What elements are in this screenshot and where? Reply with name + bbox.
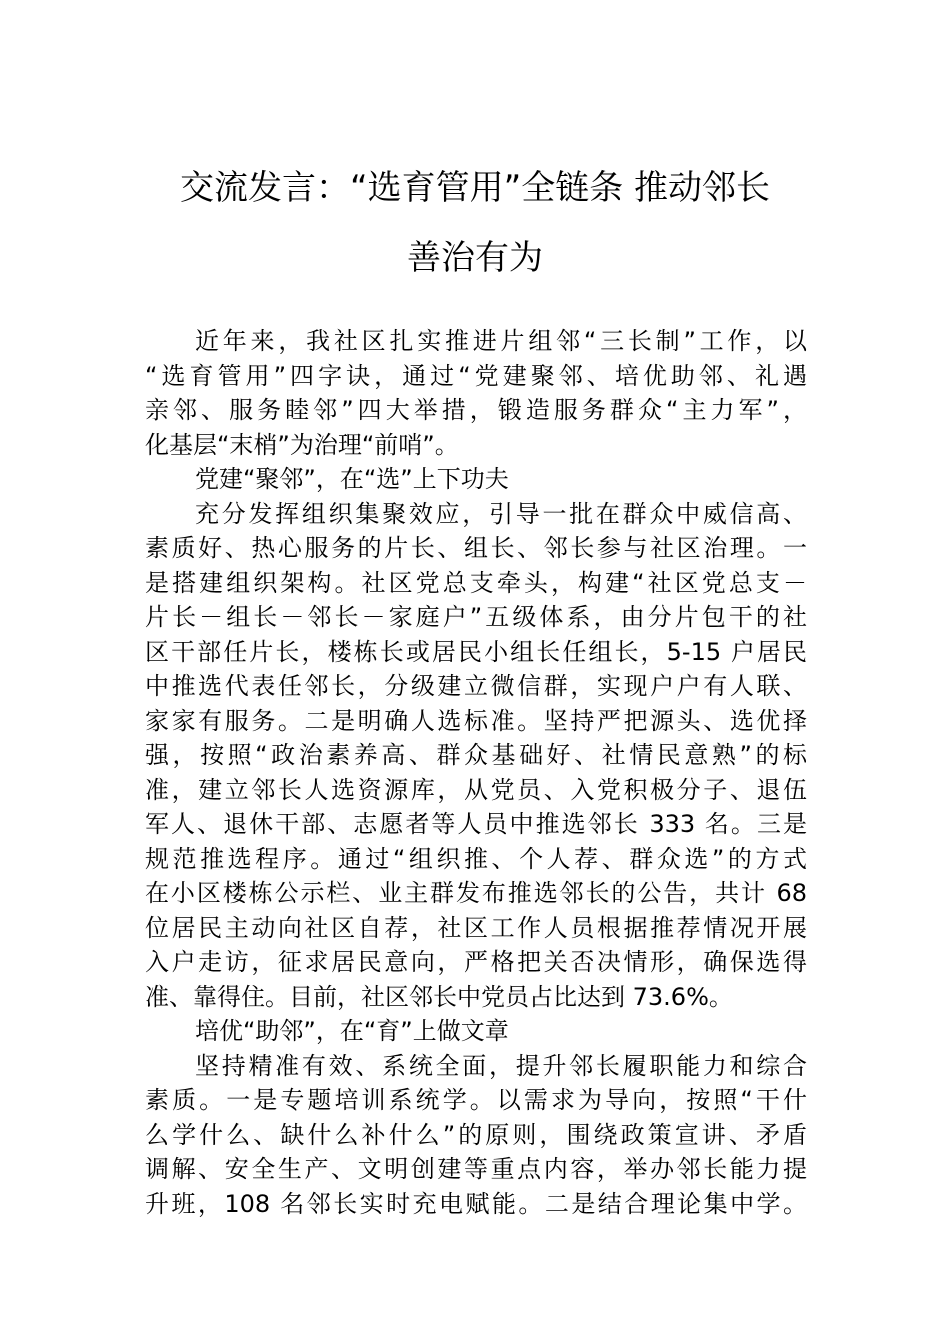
body-text-line: 升班，108 名邻长实时充电赋能。二是结合理论集中学。	[145, 1189, 807, 1218]
body-text-line: 么学什么、缺什么补什么”的原则，围绕政策宣讲、矛盾	[145, 1120, 807, 1149]
body-text-line: 党建“聚邻”，在“选”上下功夫	[195, 465, 509, 493]
document-body	[145, 324, 807, 1221]
body-text-line: 规范推选程序。通过“组织推、个人荐、群众选”的方式	[145, 844, 807, 873]
body-text-line: 素质好、热心服务的片长、组长、邻长参与社区治理。一	[145, 534, 807, 562]
body-text-line: 化基层“末梢”为治理“前哨”。	[145, 430, 459, 459]
body-text-line: 坚持精准有效、系统全面，提升邻长履职能力和综合	[195, 1051, 807, 1080]
body-text-line: 培优“助邻”，在“育”上做文章	[195, 1017, 509, 1045]
body-text-line: 军人、退休干部、志愿者等人员中推选邻长 333 名。三是	[145, 810, 807, 838]
body-text-line: “选育管用”四字诀，通过“党建聚邻、培优助邻、礼遇	[145, 361, 807, 390]
body-text-line: 亲邻、服务睦邻”四大举措，锻造服务群众“主力军”，	[145, 396, 807, 424]
body-text-line: 准、靠得住。目前，社区邻长中党员占比达到 73.6%。	[145, 982, 733, 1011]
body-text-line: 是搭建组织架构。社区党总支牵头，构建“社区党总支－	[145, 568, 807, 597]
body-text-line: 入户走访，征求居民意向，严格把关否决情形，确保选得	[145, 948, 807, 976]
body-text-line: 近年来，我社区扎实推进片组邻“三长制”工作，以	[195, 327, 807, 355]
body-text-line: 中推选代表任邻长，分级建立微信群，实现户户有人联、	[145, 672, 807, 700]
document-title-line-1: 交流发言：“选育管用”全链条 推动邻长	[179, 168, 771, 208]
body-text-line: 片长－组长－邻长－家庭户”五级体系，由分片包干的社	[145, 603, 807, 631]
body-text-line: 位居民主动向社区自荐，社区工作人员根据推荐情况开展	[145, 913, 807, 942]
body-text-line: 家家有服务。二是明确人选标准。坚持严把源头、选优择	[145, 706, 807, 735]
document-title-line-2: 善治有为	[407, 238, 543, 278]
body-text-line: 在小区楼栋公示栏、业主群发布推选邻长的公告，共计 68	[145, 879, 807, 907]
body-text-line: 充分发挥组织集聚效应，引导一批在群众中威信高、	[195, 499, 807, 528]
body-text-line: 调解、安全生产、文明创建等重点内容，举办邻长能力提	[145, 1155, 807, 1183]
body-text-line: 素质。一是专题培训系统学。以需求为导向，按照“干什	[145, 1086, 807, 1114]
body-text-line: 区干部任片长，楼栋长或居民小组长任组长，5-15 户居民	[145, 637, 807, 666]
body-text-line: 准，建立邻长人选资源库，从党员、入党积极分子、退伍	[145, 775, 807, 804]
body-text-line: 强，按照“政治素养高、群众基础好、社情民意熟”的标	[145, 741, 807, 769]
